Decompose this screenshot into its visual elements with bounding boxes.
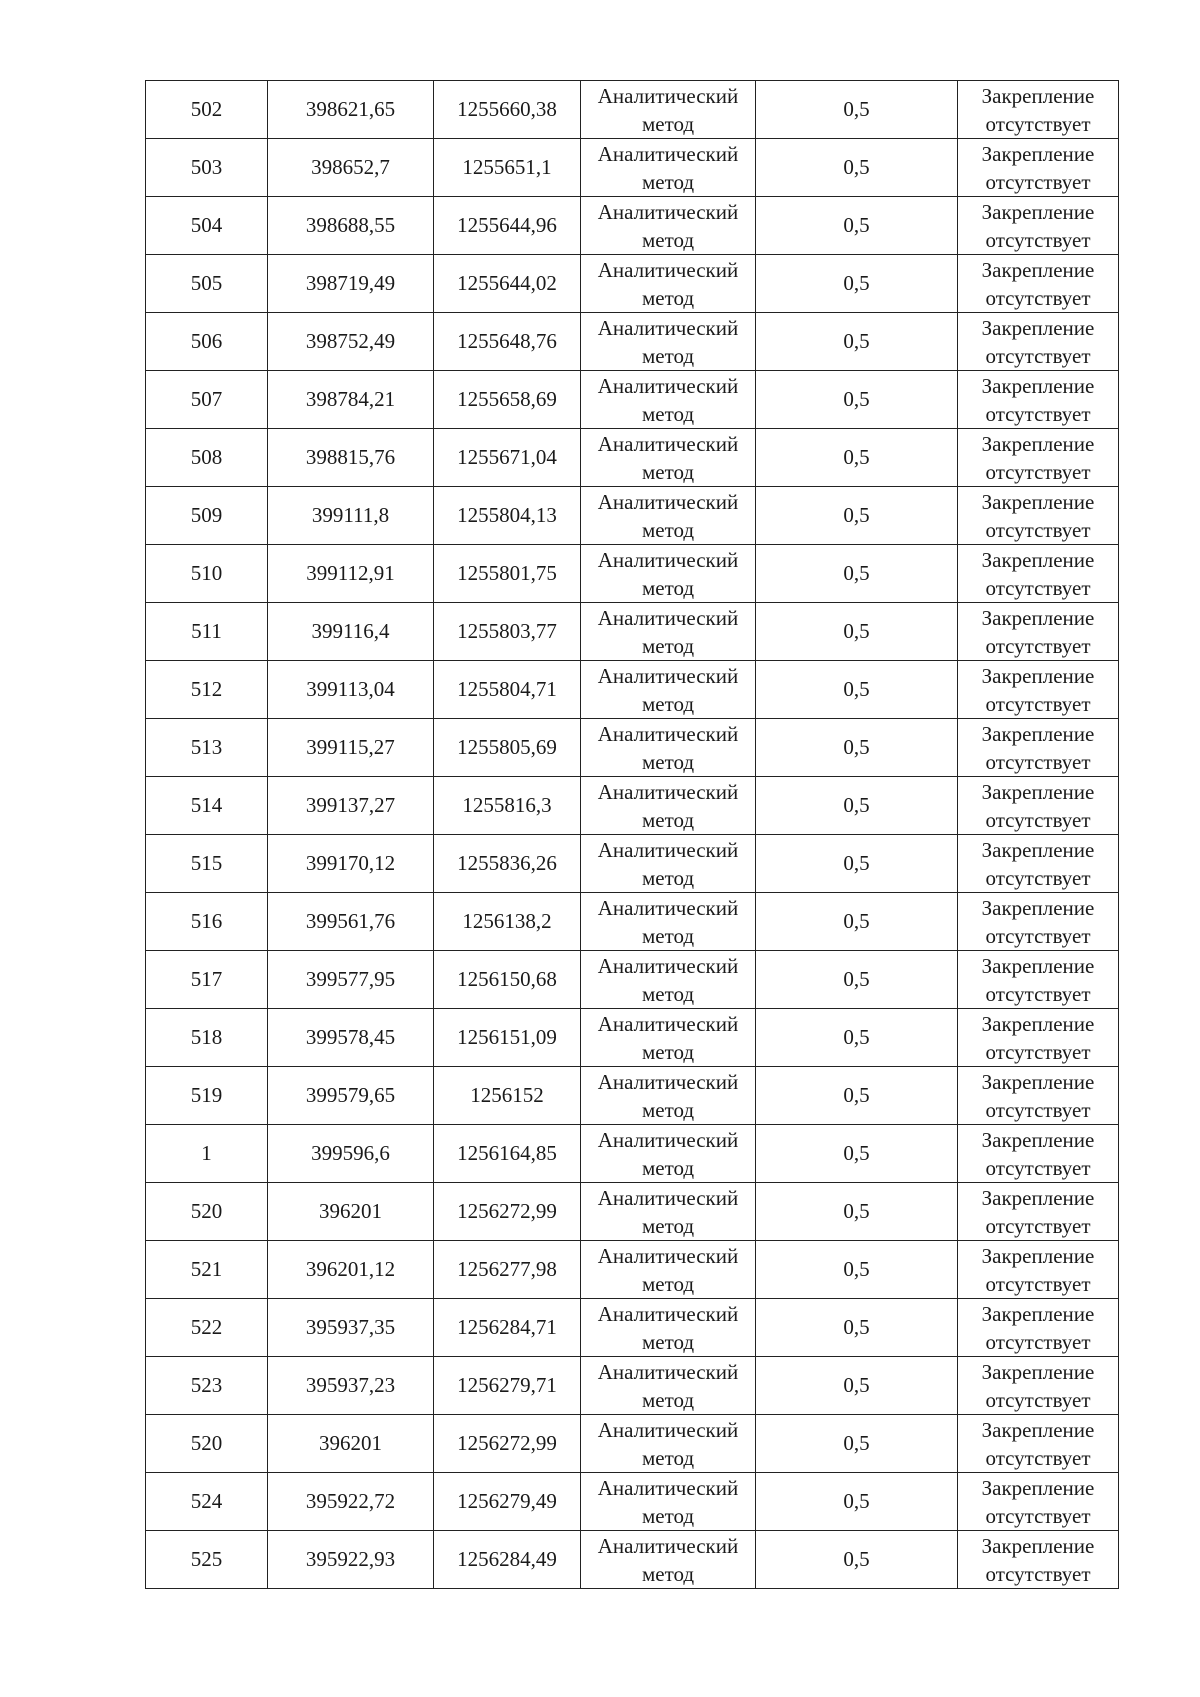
fixing-text-line: отсутствует (985, 1156, 1091, 1180)
fixing-text-line: отсутствует (985, 170, 1091, 194)
method-text-line: метод (641, 982, 695, 1006)
fixing-description-cell (958, 1125, 1119, 1183)
y-coordinate-cell: 1255805,69 (434, 719, 581, 777)
accuracy-cell: 0,5 (756, 487, 958, 545)
y-coordinate-cell: 1255671,04 (434, 429, 581, 487)
x-coordinate-cell: 399113,04 (268, 661, 434, 719)
method-text-line: метод (641, 228, 695, 252)
accuracy-cell: 0,5 (756, 197, 958, 255)
method-text-line: метод (641, 402, 695, 426)
x-coordinate-cell: 396201,12 (268, 1241, 434, 1299)
table-row (146, 835, 1119, 893)
x-coordinate-cell: 396201 (268, 1415, 434, 1473)
method-text-line: Аналитический (597, 896, 739, 920)
table-row (146, 313, 1119, 371)
y-coordinate-cell: 1256164,85 (434, 1125, 581, 1183)
fixing-text-line: отсутствует (985, 1040, 1091, 1064)
fixing-description-cell (958, 487, 1119, 545)
method-text-line: Аналитический (597, 1012, 739, 1036)
y-coordinate-cell: 1256151,09 (434, 1009, 581, 1067)
fixing-text-line: Закрепление (981, 432, 1095, 456)
fixing-text-line: Закрепление (981, 1128, 1095, 1152)
point-number-cell: 520 (146, 1183, 268, 1241)
method-text-line: Аналитический (597, 954, 739, 978)
fixing-text-line: отсутствует (985, 1272, 1091, 1296)
fixing-text-line: отсутствует (985, 286, 1091, 310)
table-row (146, 545, 1119, 603)
fixing-text-line: отсутствует (985, 808, 1091, 832)
fixing-text-line: отсутствует (985, 112, 1091, 136)
method-text-line: метод (641, 1214, 695, 1238)
fixing-text-line: отсутствует (985, 692, 1091, 716)
fixing-text-line: Закрепление (981, 722, 1095, 746)
fixing-text-line: Закрепление (981, 954, 1095, 978)
fixing-text-line: Закрепление (981, 1360, 1095, 1384)
point-number-cell: 505 (146, 255, 268, 313)
fixing-description-cell (958, 313, 1119, 371)
fixing-text-line: Закрепление (981, 1070, 1095, 1094)
y-coordinate-cell: 1256279,71 (434, 1357, 581, 1415)
fixing-text-line: Закрепление (981, 1302, 1095, 1326)
method-text-line: метод (641, 924, 695, 948)
point-number-cell: 506 (146, 313, 268, 371)
coordinates-table (145, 80, 1119, 1589)
method-cell (581, 1415, 756, 1473)
point-number-cell: 521 (146, 1241, 268, 1299)
y-coordinate-cell: 1255803,77 (434, 603, 581, 661)
table-row (146, 1241, 1119, 1299)
fixing-text-line: отсутствует (985, 518, 1091, 542)
fixing-description-cell (958, 1299, 1119, 1357)
fixing-text-line: Закрепление (981, 84, 1095, 108)
accuracy-cell: 0,5 (756, 951, 958, 1009)
table-row (146, 603, 1119, 661)
method-cell (581, 893, 756, 951)
x-coordinate-cell: 395937,35 (268, 1299, 434, 1357)
fixing-text-line: Закрепление (981, 200, 1095, 224)
fixing-text-line: Закрепление (981, 664, 1095, 688)
fixing-text-line: отсутствует (985, 750, 1091, 774)
point-number-cell: 1 (146, 1125, 268, 1183)
method-cell (581, 835, 756, 893)
fixing-text-line: отсутствует (985, 228, 1091, 252)
point-number-cell: 516 (146, 893, 268, 951)
point-number-cell: 518 (146, 1009, 268, 1067)
y-coordinate-cell: 1255648,76 (434, 313, 581, 371)
table-row (146, 371, 1119, 429)
point-number-cell: 511 (146, 603, 268, 661)
method-text-line: Аналитический (597, 490, 739, 514)
fixing-text-line: отсутствует (985, 1446, 1091, 1470)
method-text-line: Аналитический (597, 1244, 739, 1268)
fixing-text-line: отсутствует (985, 1562, 1091, 1586)
fixing-text-line: отсутствует (985, 924, 1091, 948)
fixing-text-line: Закрепление (981, 1244, 1095, 1268)
x-coordinate-cell: 399112,91 (268, 545, 434, 603)
x-coordinate-cell: 399561,76 (268, 893, 434, 951)
fixing-description-cell (958, 951, 1119, 1009)
accuracy-cell: 0,5 (756, 1415, 958, 1473)
fixing-text-line: Закрепление (981, 1418, 1095, 1442)
table-row (146, 1009, 1119, 1067)
fixing-description-cell (958, 835, 1119, 893)
accuracy-cell: 0,5 (756, 313, 958, 371)
fixing-text-line: Закрепление (981, 780, 1095, 804)
fixing-description-cell (958, 255, 1119, 313)
fixing-text-line: отсутствует (985, 402, 1091, 426)
fixing-description-cell (958, 1473, 1119, 1531)
fixing-text-line: Закрепление (981, 374, 1095, 398)
y-coordinate-cell: 1255836,26 (434, 835, 581, 893)
method-cell (581, 603, 756, 661)
method-cell (581, 255, 756, 313)
table-row (146, 139, 1119, 197)
point-number-cell: 507 (146, 371, 268, 429)
y-coordinate-cell: 1256279,49 (434, 1473, 581, 1531)
y-coordinate-cell: 1255801,75 (434, 545, 581, 603)
accuracy-cell: 0,5 (756, 893, 958, 951)
x-coordinate-cell: 399578,45 (268, 1009, 434, 1067)
accuracy-cell: 0,5 (756, 1067, 958, 1125)
method-text-line: Аналитический (597, 1534, 739, 1558)
coordinates-table-body (146, 81, 1119, 1589)
method-cell (581, 1241, 756, 1299)
table-row (146, 1415, 1119, 1473)
fixing-description-cell (958, 603, 1119, 661)
point-number-cell: 503 (146, 139, 268, 197)
x-coordinate-cell: 395922,93 (268, 1531, 434, 1589)
fixing-text-line: отсутствует (985, 1388, 1091, 1412)
fixing-text-line: отсутствует (985, 460, 1091, 484)
method-text-line: метод (641, 1330, 695, 1354)
fixing-description-cell (958, 371, 1119, 429)
accuracy-cell: 0,5 (756, 1009, 958, 1067)
method-cell (581, 1299, 756, 1357)
point-number-cell: 524 (146, 1473, 268, 1531)
accuracy-cell: 0,5 (756, 1357, 958, 1415)
method-cell (581, 429, 756, 487)
method-cell (581, 1473, 756, 1531)
point-number-cell: 510 (146, 545, 268, 603)
y-coordinate-cell: 1256272,99 (434, 1183, 581, 1241)
x-coordinate-cell: 398719,49 (268, 255, 434, 313)
method-cell (581, 139, 756, 197)
method-text-line: метод (641, 576, 695, 600)
method-cell (581, 1357, 756, 1415)
method-text-line: метод (641, 634, 695, 658)
method-text-line: метод (641, 286, 695, 310)
fixing-text-line: Закрепление (981, 548, 1095, 572)
method-text-line: Аналитический (597, 1186, 739, 1210)
method-text-line: метод (641, 750, 695, 774)
method-text-line: метод (641, 1040, 695, 1064)
accuracy-cell: 0,5 (756, 1531, 958, 1589)
method-text-line: Аналитический (597, 200, 739, 224)
method-cell (581, 1009, 756, 1067)
fixing-description-cell (958, 1183, 1119, 1241)
fixing-text-line: Закрепление (981, 606, 1095, 630)
method-text-line: метод (641, 866, 695, 890)
method-text-line: метод (641, 170, 695, 194)
point-number-cell: 508 (146, 429, 268, 487)
fixing-text-line: Закрепление (981, 838, 1095, 862)
table-row (146, 81, 1119, 139)
method-text-line: метод (641, 1272, 695, 1296)
accuracy-cell: 0,5 (756, 835, 958, 893)
accuracy-cell: 0,5 (756, 255, 958, 313)
accuracy-cell: 0,5 (756, 1299, 958, 1357)
method-text-line: Аналитический (597, 1418, 739, 1442)
method-text-line: метод (641, 344, 695, 368)
method-text-line: метод (641, 518, 695, 542)
y-coordinate-cell: 1255644,96 (434, 197, 581, 255)
fixing-text-line: Закрепление (981, 142, 1095, 166)
method-text-line: метод (641, 1098, 695, 1122)
x-coordinate-cell: 398784,21 (268, 371, 434, 429)
fixing-description-cell (958, 197, 1119, 255)
fixing-text-line: Закрепление (981, 316, 1095, 340)
method-text-line: метод (641, 1562, 695, 1586)
method-cell (581, 661, 756, 719)
x-coordinate-cell: 399170,12 (268, 835, 434, 893)
method-text-line: Аналитический (597, 1070, 739, 1094)
y-coordinate-cell: 1256284,71 (434, 1299, 581, 1357)
method-text-line: Аналитический (597, 84, 739, 108)
fixing-description-cell (958, 719, 1119, 777)
x-coordinate-cell: 398752,49 (268, 313, 434, 371)
fixing-description-cell (958, 1009, 1119, 1067)
x-coordinate-cell: 398688,55 (268, 197, 434, 255)
x-coordinate-cell: 399115,27 (268, 719, 434, 777)
table-row (146, 893, 1119, 951)
point-number-cell: 525 (146, 1531, 268, 1589)
fixing-text-line: отсутствует (985, 1504, 1091, 1528)
x-coordinate-cell: 395937,23 (268, 1357, 434, 1415)
table-row (146, 1067, 1119, 1125)
method-text-line: Аналитический (597, 432, 739, 456)
fixing-text-line: Закрепление (981, 1476, 1095, 1500)
method-cell (581, 1183, 756, 1241)
method-text-line: Аналитический (597, 722, 739, 746)
method-text-line: метод (641, 112, 695, 136)
method-cell (581, 313, 756, 371)
method-text-line: Аналитический (597, 1360, 739, 1384)
x-coordinate-cell: 396201 (268, 1183, 434, 1241)
x-coordinate-cell: 399577,95 (268, 951, 434, 1009)
method-text-line: метод (641, 808, 695, 832)
table-row (146, 487, 1119, 545)
y-coordinate-cell: 1255651,1 (434, 139, 581, 197)
y-coordinate-cell: 1256138,2 (434, 893, 581, 951)
fixing-text-line: Закрепление (981, 1186, 1095, 1210)
method-cell (581, 487, 756, 545)
method-cell (581, 197, 756, 255)
point-number-cell: 520 (146, 1415, 268, 1473)
method-cell (581, 1067, 756, 1125)
y-coordinate-cell: 1256150,68 (434, 951, 581, 1009)
fixing-description-cell (958, 139, 1119, 197)
y-coordinate-cell: 1256277,98 (434, 1241, 581, 1299)
x-coordinate-cell: 399579,65 (268, 1067, 434, 1125)
y-coordinate-cell: 1255644,02 (434, 255, 581, 313)
fixing-description-cell (958, 1531, 1119, 1589)
method-text-line: метод (641, 460, 695, 484)
table-row (146, 1299, 1119, 1357)
y-coordinate-cell: 1255816,3 (434, 777, 581, 835)
method-text-line: Аналитический (597, 780, 739, 804)
accuracy-cell: 0,5 (756, 777, 958, 835)
fixing-description-cell (958, 1357, 1119, 1415)
table-row (146, 197, 1119, 255)
table-row (146, 951, 1119, 1009)
point-number-cell: 522 (146, 1299, 268, 1357)
point-number-cell: 523 (146, 1357, 268, 1415)
table-row (146, 661, 1119, 719)
accuracy-cell: 0,5 (756, 1473, 958, 1531)
method-text-line: метод (641, 1446, 695, 1470)
fixing-text-line: Закрепление (981, 896, 1095, 920)
fixing-description-cell (958, 1415, 1119, 1473)
fixing-text-line: Закрепление (981, 1012, 1095, 1036)
method-text-line: Аналитический (597, 1128, 739, 1152)
x-coordinate-cell: 395922,72 (268, 1473, 434, 1531)
y-coordinate-cell: 1256284,49 (434, 1531, 581, 1589)
y-coordinate-cell: 1256152 (434, 1067, 581, 1125)
point-number-cell: 514 (146, 777, 268, 835)
point-number-cell: 502 (146, 81, 268, 139)
method-text-line: Аналитический (597, 258, 739, 282)
method-text-line: Аналитический (597, 142, 739, 166)
point-number-cell: 504 (146, 197, 268, 255)
point-number-cell: 513 (146, 719, 268, 777)
x-coordinate-cell: 398652,7 (268, 139, 434, 197)
fixing-text-line: отсутствует (985, 344, 1091, 368)
accuracy-cell: 0,5 (756, 429, 958, 487)
x-coordinate-cell: 399137,27 (268, 777, 434, 835)
method-text-line: Аналитический (597, 316, 739, 340)
fixing-text-line: отсутствует (985, 1214, 1091, 1238)
accuracy-cell: 0,5 (756, 371, 958, 429)
x-coordinate-cell: 399111,8 (268, 487, 434, 545)
fixing-text-line: отсутствует (985, 866, 1091, 890)
fixing-description-cell (958, 81, 1119, 139)
fixing-description-cell (958, 1241, 1119, 1299)
point-number-cell: 512 (146, 661, 268, 719)
method-cell (581, 1125, 756, 1183)
method-cell (581, 81, 756, 139)
method-cell (581, 371, 756, 429)
table-row (146, 719, 1119, 777)
fixing-text-line: отсутствует (985, 982, 1091, 1006)
method-cell (581, 719, 756, 777)
point-number-cell: 517 (146, 951, 268, 1009)
fixing-text-line: отсутствует (985, 576, 1091, 600)
fixing-description-cell (958, 777, 1119, 835)
accuracy-cell: 0,5 (756, 545, 958, 603)
fixing-text-line: отсутствует (985, 1098, 1091, 1122)
accuracy-cell: 0,5 (756, 1183, 958, 1241)
accuracy-cell: 0,5 (756, 661, 958, 719)
y-coordinate-cell: 1256272,99 (434, 1415, 581, 1473)
method-text-line: метод (641, 1504, 695, 1528)
fixing-description-cell (958, 429, 1119, 487)
x-coordinate-cell: 398621,65 (268, 81, 434, 139)
fixing-text-line: Закрепление (981, 1534, 1095, 1558)
method-text-line: Аналитический (597, 1302, 739, 1326)
fixing-text-line: отсутствует (985, 1330, 1091, 1354)
method-text-line: Аналитический (597, 838, 739, 862)
x-coordinate-cell: 399116,4 (268, 603, 434, 661)
method-text-line: Аналитический (597, 664, 739, 688)
fixing-description-cell (958, 893, 1119, 951)
x-coordinate-cell: 398815,76 (268, 429, 434, 487)
fixing-description-cell (958, 661, 1119, 719)
table-row (146, 1125, 1119, 1183)
table-row (146, 777, 1119, 835)
method-text-line: метод (641, 1156, 695, 1180)
accuracy-cell: 0,5 (756, 719, 958, 777)
accuracy-cell: 0,5 (756, 1125, 958, 1183)
method-cell (581, 545, 756, 603)
accuracy-cell: 0,5 (756, 81, 958, 139)
x-coordinate-cell: 399596,6 (268, 1125, 434, 1183)
table-row (146, 429, 1119, 487)
method-text-line: Аналитический (597, 374, 739, 398)
method-cell (581, 777, 756, 835)
point-number-cell: 519 (146, 1067, 268, 1125)
y-coordinate-cell: 1255804,71 (434, 661, 581, 719)
accuracy-cell: 0,5 (756, 139, 958, 197)
fixing-text-line: отсутствует (985, 634, 1091, 658)
point-number-cell: 509 (146, 487, 268, 545)
y-coordinate-cell: 1255660,38 (434, 81, 581, 139)
fixing-description-cell (958, 545, 1119, 603)
point-number-cell: 515 (146, 835, 268, 893)
y-coordinate-cell: 1255804,13 (434, 487, 581, 545)
accuracy-cell: 0,5 (756, 1241, 958, 1299)
method-text-line: метод (641, 692, 695, 716)
table-row (146, 1531, 1119, 1589)
table-row (146, 1357, 1119, 1415)
y-coordinate-cell: 1255658,69 (434, 371, 581, 429)
method-text-line: Аналитический (597, 548, 739, 572)
fixing-text-line: Закрепление (981, 490, 1095, 514)
method-cell (581, 951, 756, 1009)
fixing-text-line: Закрепление (981, 258, 1095, 282)
method-text-line: метод (641, 1388, 695, 1412)
accuracy-cell: 0,5 (756, 603, 958, 661)
method-text-line: Аналитический (597, 1476, 739, 1500)
method-cell (581, 1531, 756, 1589)
table-row (146, 1183, 1119, 1241)
table-row (146, 255, 1119, 313)
method-text-line: Аналитический (597, 606, 739, 630)
fixing-description-cell (958, 1067, 1119, 1125)
table-row (146, 1473, 1119, 1531)
